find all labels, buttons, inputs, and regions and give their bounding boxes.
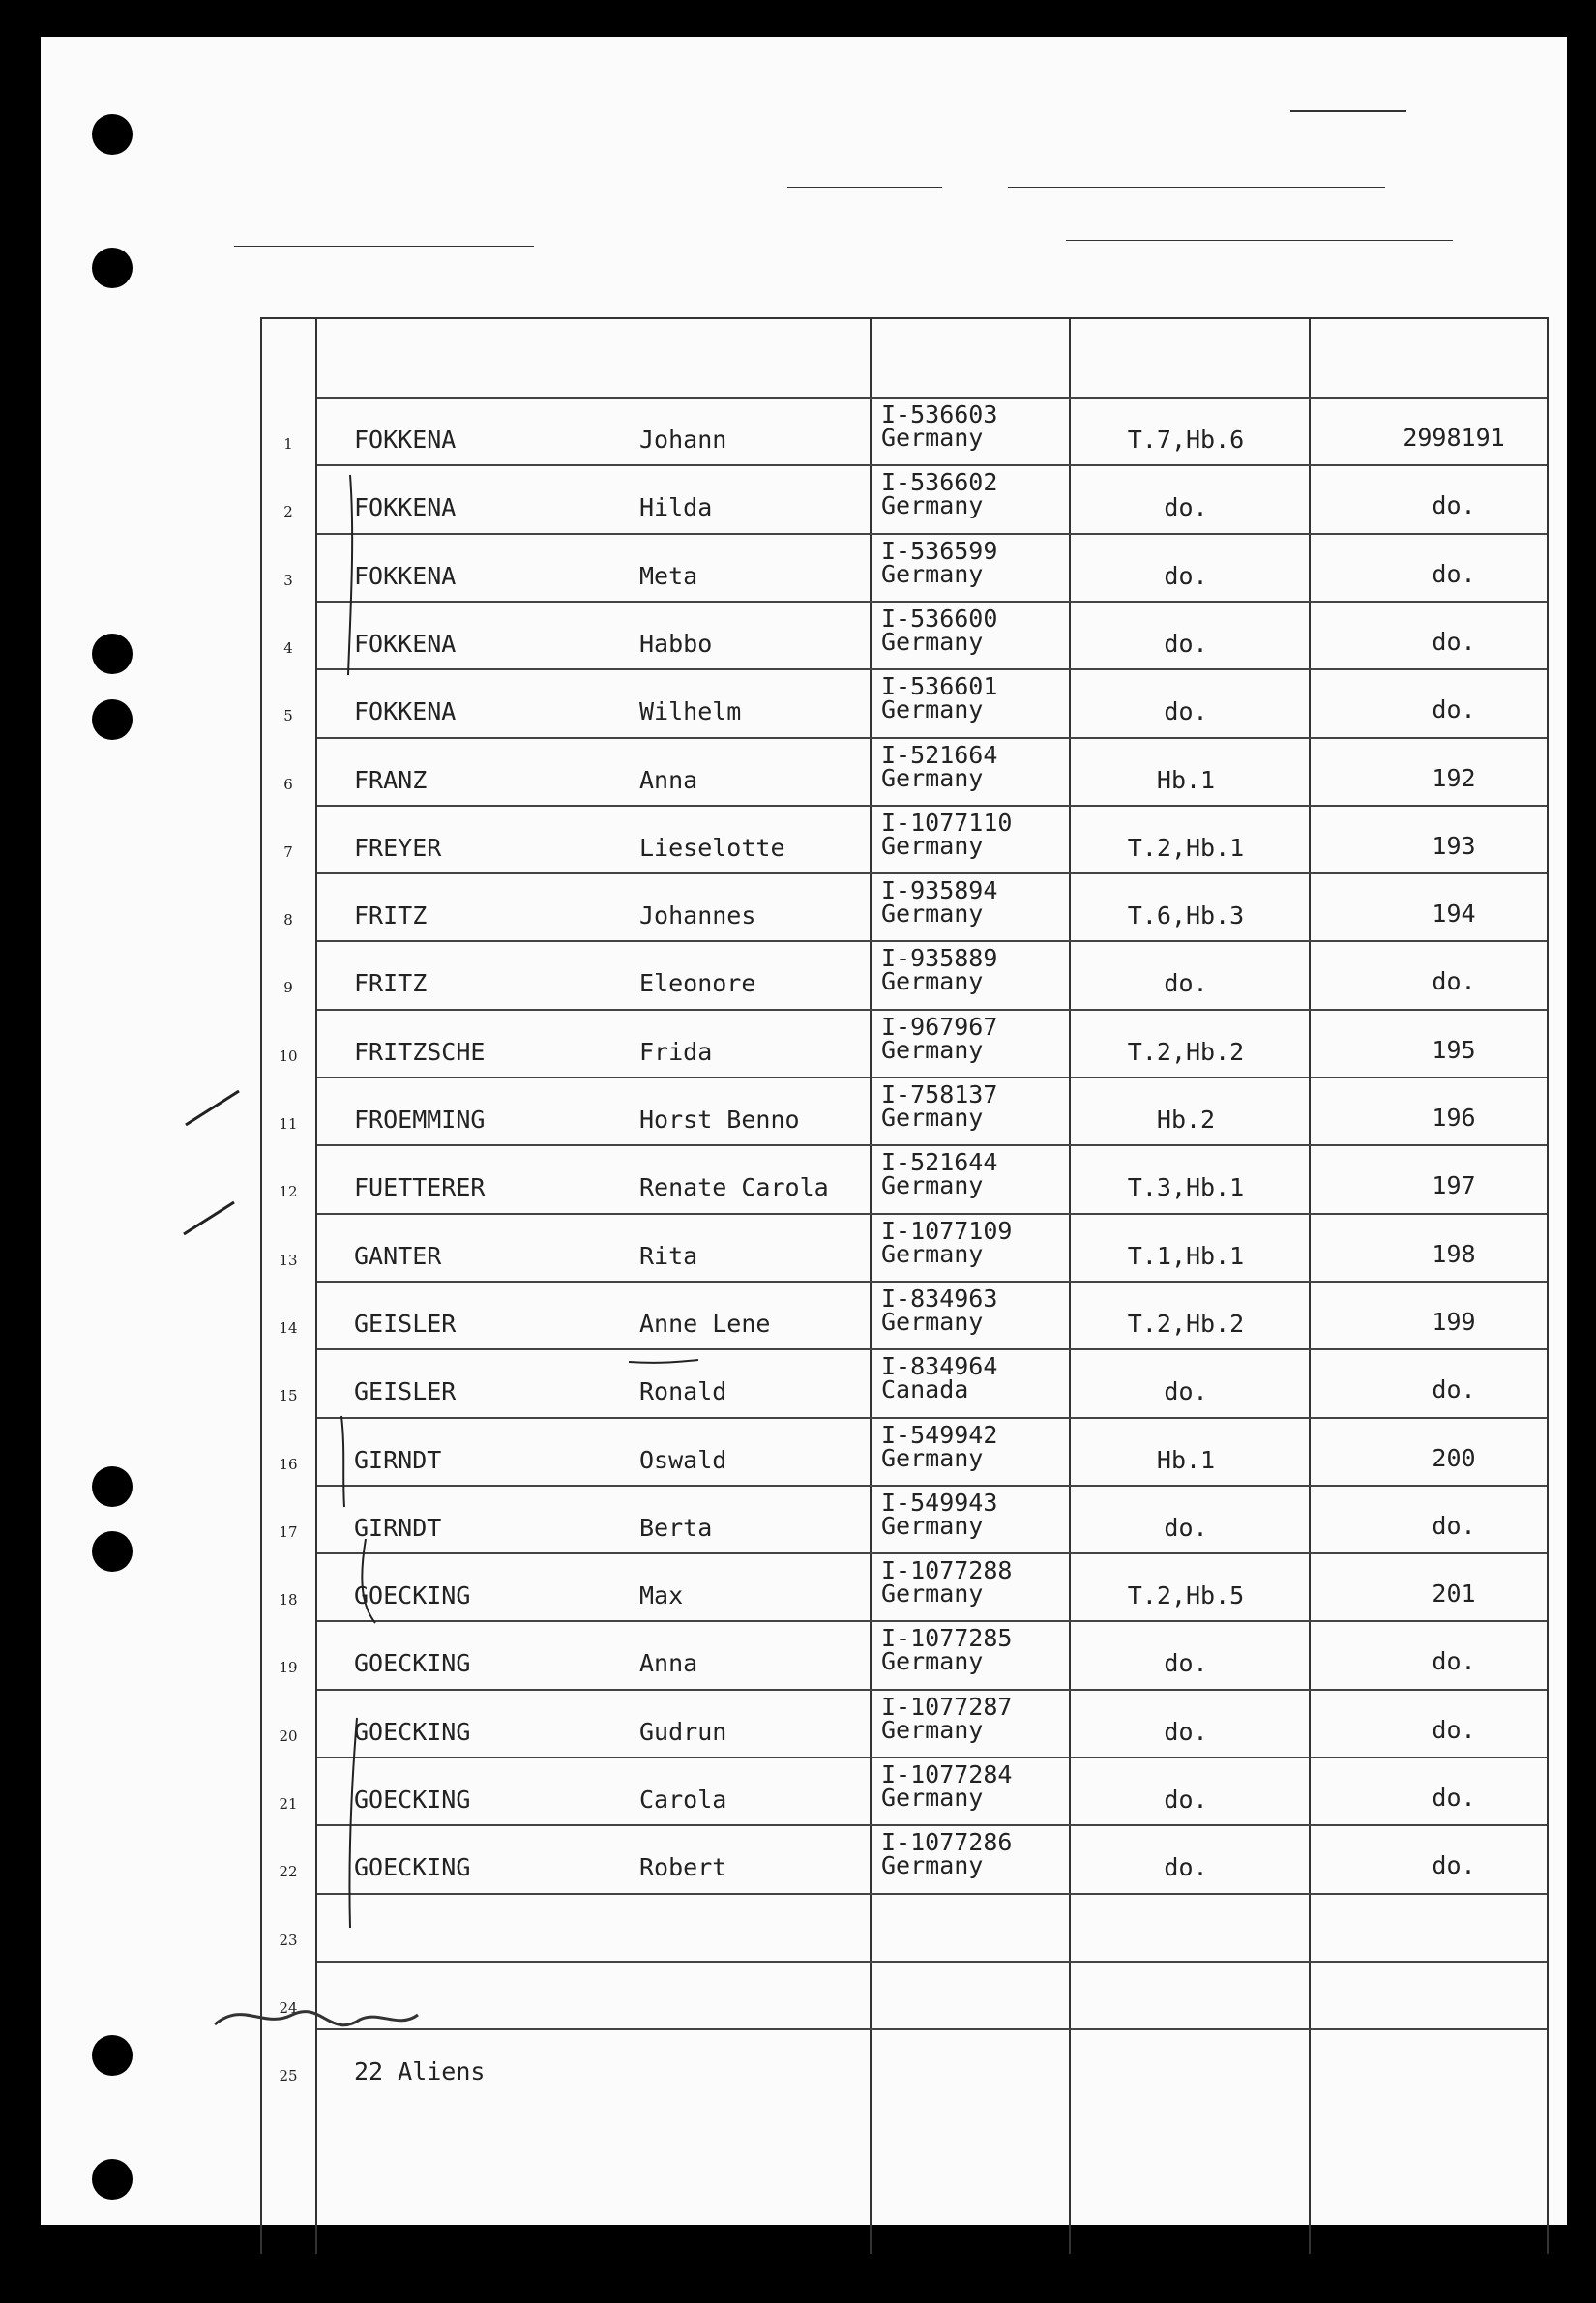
line-number: 6: [283, 775, 293, 793]
travel-doc-no: I-1077288: [881, 1556, 1013, 1585]
family-name: GANTER: [354, 1241, 442, 1270]
family-name: FOKKENA: [354, 697, 457, 726]
family-name: GOECKING: [354, 1581, 471, 1610]
baggage: do.: [1164, 697, 1208, 726]
given-name: Oswald: [639, 1445, 727, 1474]
given-name: Gudrun: [639, 1717, 727, 1746]
nationality: Germany: [881, 763, 984, 792]
baggage: T.2,Hb.2: [1127, 1309, 1245, 1338]
line-number: 10: [279, 1047, 298, 1065]
officer-entry: do.: [1432, 1715, 1476, 1744]
officer-entry: do.: [1432, 1851, 1476, 1880]
baggage: Hb.1: [1156, 765, 1216, 794]
officer-entry: do.: [1432, 1511, 1476, 1540]
family-name: GOECKING: [354, 1853, 471, 1882]
travel-doc-no: I-536602: [881, 468, 998, 497]
officer-entry: 197: [1432, 1171, 1476, 1200]
family-name: FOKKENA: [354, 426, 457, 454]
line-number: 15: [279, 1387, 298, 1405]
given-name: Renate Carola: [639, 1173, 829, 1202]
given-name: Meta: [639, 561, 698, 590]
nationality: Germany: [881, 967, 984, 996]
officer-entry: do.: [1432, 1784, 1476, 1812]
officer-entry: 192: [1432, 763, 1476, 792]
given-name: Carola: [639, 1786, 727, 1814]
baggage: T.6,Hb.3: [1127, 901, 1245, 930]
family-name: FRANZ: [354, 765, 428, 794]
officer-entry: do.: [1432, 559, 1476, 588]
travel-doc-no: I-758137: [881, 1080, 998, 1108]
baggage: do.: [1164, 969, 1208, 998]
nationality: Germany: [881, 627, 984, 656]
given-name: Johannes: [639, 901, 756, 930]
nationality: Germany: [881, 1443, 984, 1472]
travel-doc-no: I-935889: [881, 944, 998, 973]
given-name: Johann: [639, 426, 727, 454]
given-name: Horst Benno: [639, 1106, 800, 1134]
officer-entry: do.: [1432, 491, 1476, 520]
officer-entry: 201: [1432, 1580, 1476, 1609]
given-name: Ronald: [639, 1377, 727, 1406]
baggage: do.: [1164, 561, 1208, 590]
line-number: 20: [279, 1727, 298, 1745]
nationality: Germany: [881, 1580, 984, 1609]
nationality: Canada: [881, 1375, 969, 1404]
travel-doc-no: I-834963: [881, 1284, 998, 1313]
bracket-mark: [362, 1539, 375, 1623]
line-number: 13: [279, 1251, 298, 1269]
officer-entry: 200: [1432, 1443, 1476, 1472]
family-name: GIRNDT: [354, 1513, 442, 1542]
baggage: do.: [1164, 1717, 1208, 1746]
baggage: Hb.2: [1156, 1106, 1216, 1134]
line-number: 1: [283, 435, 293, 453]
travel-doc-no: I-521644: [881, 1148, 998, 1177]
line-number: 9: [283, 979, 293, 997]
nationality: Germany: [881, 1851, 984, 1880]
nationality: Germany: [881, 900, 984, 929]
baggage: T.3,Hb.1: [1127, 1173, 1245, 1202]
line-number: 5: [283, 707, 293, 725]
line-number: 8: [283, 911, 293, 930]
travel-doc-no: I-1077285: [881, 1624, 1013, 1653]
given-name: Lieselotte: [639, 833, 785, 862]
family-name: FOKKENA: [354, 629, 457, 658]
bracket-mark: [341, 1416, 344, 1507]
nationality: Germany: [881, 424, 984, 452]
nationality: Germany: [881, 491, 984, 520]
nationality: Germany: [881, 831, 984, 860]
officer-entry: do.: [1432, 695, 1476, 724]
travel-doc-no: I-935894: [881, 876, 998, 905]
travel-doc-no: I-536603: [881, 400, 998, 428]
baggage: Hb.1: [1156, 1445, 1216, 1474]
line-number: 19: [279, 1659, 298, 1677]
tick-mark: [184, 1202, 234, 1234]
family-name: FRITZ: [354, 969, 428, 998]
officer-entry: do.: [1432, 627, 1476, 656]
travel-doc-no: I-549942: [881, 1420, 998, 1449]
given-name: Max: [639, 1581, 684, 1610]
given-name: Anna: [639, 1649, 698, 1678]
officer-entry: 199: [1432, 1307, 1476, 1336]
family-name: GOECKING: [354, 1717, 471, 1746]
family-name: GEISLER: [354, 1309, 457, 1338]
given-name: Hilda: [639, 493, 713, 522]
travel-doc-no: I-834964: [881, 1352, 998, 1381]
line-number: 4: [283, 638, 293, 657]
pen-marks: [41, 37, 1567, 2225]
baggage: T.1,Hb.1: [1127, 1241, 1245, 1270]
strike-mark: [629, 1360, 698, 1363]
baggage: T.2,Hb.5: [1127, 1581, 1245, 1610]
travel-doc-no: I-1077110: [881, 808, 1013, 837]
given-name: Habbo: [639, 629, 713, 658]
baggage: T.2,Hb.1: [1127, 833, 1245, 862]
given-name: Berta: [639, 1513, 713, 1542]
family-name: GOECKING: [354, 1786, 471, 1814]
travel-doc-no: I-1077286: [881, 1828, 1013, 1857]
travel-doc-no: I-536599: [881, 536, 998, 565]
nationality: Germany: [881, 1307, 984, 1336]
travel-doc-no: I-536600: [881, 604, 998, 633]
family-name: FRITZSCHE: [354, 1037, 486, 1066]
line-number: 7: [283, 842, 293, 861]
travel-doc-no: I-521664: [881, 740, 998, 769]
officer-entry: do.: [1432, 967, 1476, 996]
baggage: do.: [1164, 1377, 1208, 1406]
nationality: Germany: [881, 1171, 984, 1200]
officer-entry: do.: [1432, 1647, 1476, 1676]
travel-doc-no: I-549943: [881, 1488, 998, 1517]
given-name: Anne Lene: [639, 1309, 771, 1338]
manifest-page: [41, 37, 1567, 2225]
given-name: Frida: [639, 1037, 713, 1066]
nationality: Germany: [881, 1104, 984, 1132]
signature-mark: [215, 2012, 418, 2025]
given-name: Wilhelm: [639, 697, 742, 726]
travel-doc-no: I-1077109: [881, 1216, 1013, 1245]
travel-doc-no: I-536601: [881, 672, 998, 701]
travel-doc-no: I-1077287: [881, 1692, 1013, 1721]
line-number: 21: [279, 1795, 298, 1813]
nationality: Germany: [881, 1511, 984, 1540]
nationality: Germany: [881, 1647, 984, 1676]
line-number: 16: [279, 1455, 298, 1473]
baggage: do.: [1164, 493, 1208, 522]
officer-entry: 198: [1432, 1239, 1476, 1268]
nationality: Germany: [881, 559, 984, 588]
officer-entry: 195: [1432, 1035, 1476, 1064]
line-number: 11: [279, 1115, 298, 1133]
given-name: Eleonore: [639, 969, 756, 998]
officer-entry: 196: [1432, 1104, 1476, 1132]
line-number: 18: [279, 1591, 298, 1609]
officer-entry: 193: [1432, 831, 1476, 860]
nationality: Germany: [881, 1035, 984, 1064]
baggage: do.: [1164, 1649, 1208, 1678]
family-name: FOKKENA: [354, 561, 457, 590]
travel-doc-no: I-967967: [881, 1012, 998, 1041]
family-name: GEISLER: [354, 1377, 457, 1406]
line-number: 2: [283, 503, 293, 521]
tick-mark: [186, 1091, 239, 1125]
travel-doc-no: I-1077284: [881, 1760, 1013, 1788]
line-number: 17: [279, 1522, 298, 1541]
given-name: Robert: [639, 1853, 727, 1882]
nationality: Germany: [881, 1715, 984, 1744]
line-number: 22: [279, 1863, 298, 1881]
baggage: do.: [1164, 1513, 1208, 1542]
bracket-mark: [348, 475, 352, 675]
officer-entry: 194: [1432, 900, 1476, 929]
family-name: FOKKENA: [354, 493, 457, 522]
line-number: 23: [279, 1931, 298, 1949]
family-name: GOECKING: [354, 1649, 471, 1678]
nationality: Germany: [881, 1239, 984, 1268]
line-number: 14: [279, 1318, 298, 1337]
officer-entry: do.: [1432, 1375, 1476, 1404]
baggage: T.2,Hb.2: [1127, 1037, 1245, 1066]
line-number: 12: [279, 1183, 298, 1201]
family-name: FROEMMING: [354, 1106, 486, 1134]
baggage: do.: [1164, 1786, 1208, 1814]
family-name: GIRNDT: [354, 1445, 442, 1474]
line-number: 25: [279, 2067, 298, 2085]
baggage: do.: [1164, 1853, 1208, 1882]
nationality: Germany: [881, 695, 984, 724]
given-name: Rita: [639, 1241, 698, 1270]
family-name: 22 Aliens: [354, 2057, 486, 2086]
nationality: Germany: [881, 1784, 984, 1812]
family-name: FREYER: [354, 833, 442, 862]
family-name: FRITZ: [354, 901, 428, 930]
baggage: do.: [1164, 629, 1208, 658]
officer-entry: 2998191: [1403, 424, 1505, 452]
line-number: 3: [283, 571, 293, 589]
baggage: T.7,Hb.6: [1127, 426, 1245, 454]
family-name: FUETTERER: [354, 1173, 486, 1202]
given-name: Anna: [639, 765, 698, 794]
bracket-mark: [349, 1718, 357, 1928]
line-number: 24: [279, 1998, 298, 2017]
